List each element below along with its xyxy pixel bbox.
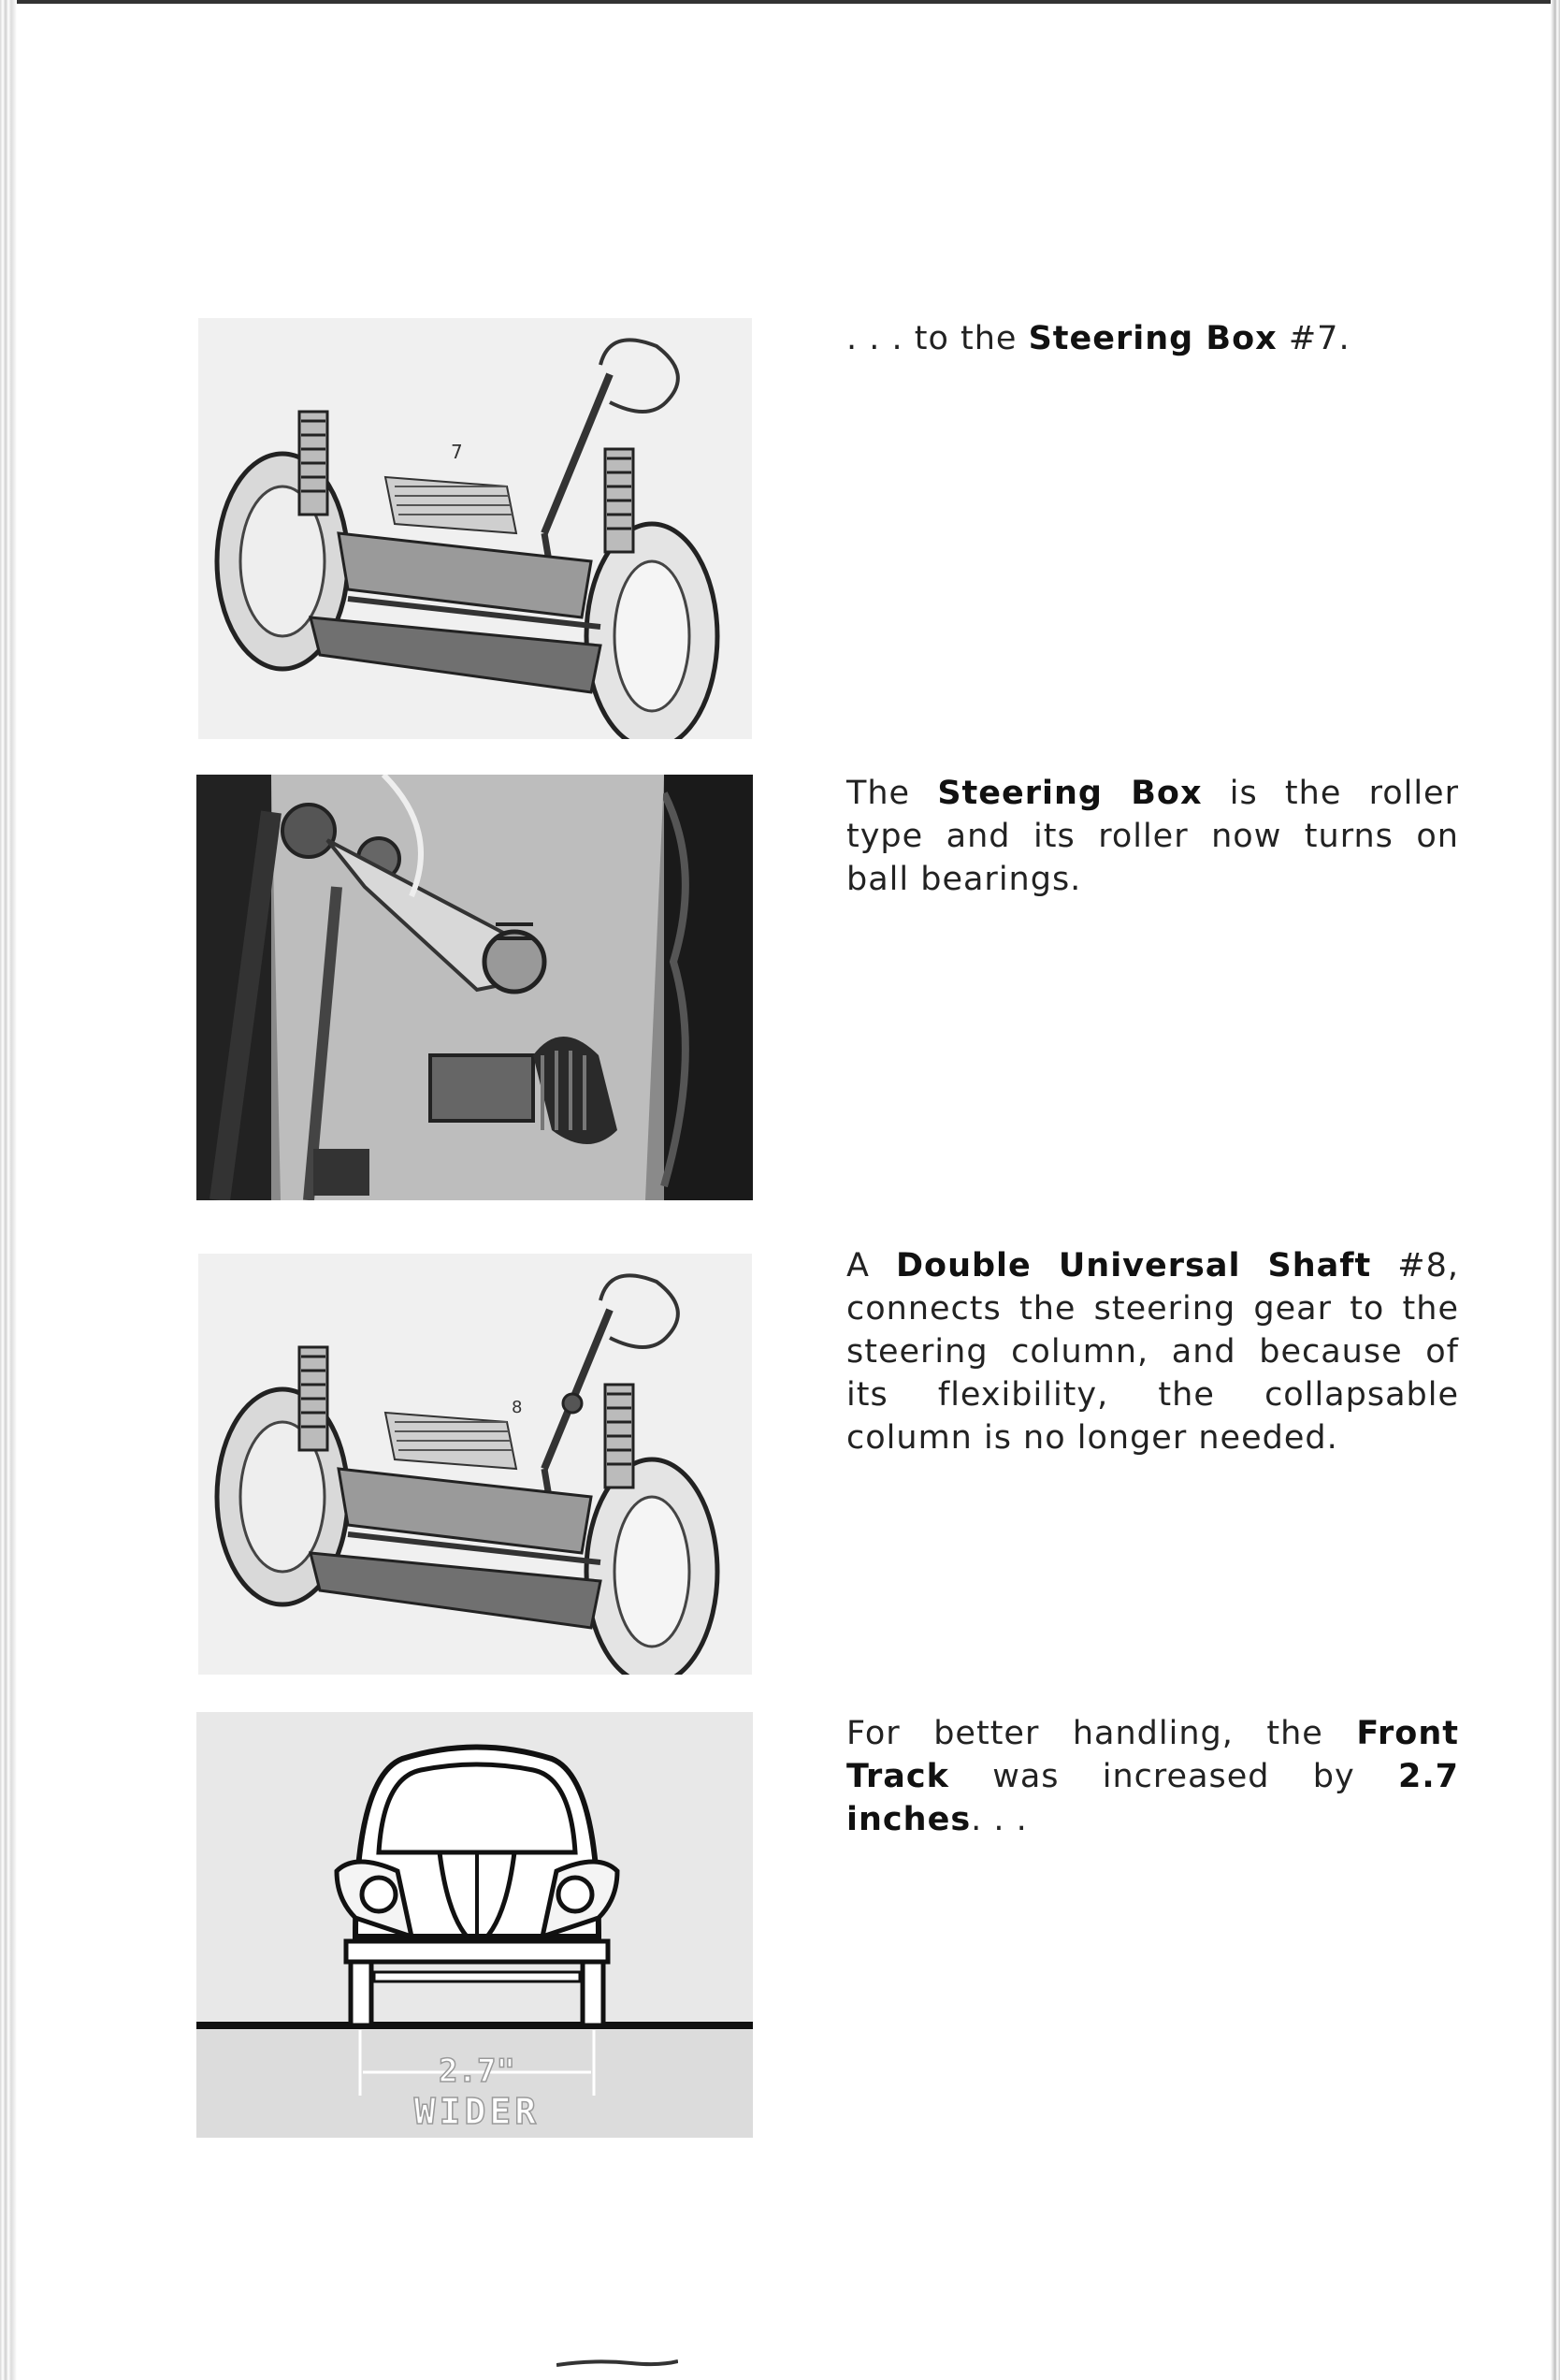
caption-2-bold: Steering Box <box>937 775 1203 812</box>
front-axle-photo-steering-box <box>198 318 752 739</box>
callout-7: 7 <box>451 441 463 463</box>
front-axle-illustration <box>198 318 752 739</box>
caption-double-universal-shaft <box>846 1244 1459 1459</box>
caption-4-bold-measure: 2.7 inches <box>846 1758 1459 1838</box>
caption-steering-box <box>846 317 1459 360</box>
caption-3-text-end: #8, connects the steering gear to the steering column, and because of its flexibility, the collapsable column is no longer needed. <box>846 1247 1459 1457</box>
caption-front-track <box>846 1712 1459 1841</box>
caption-2-text: The <box>846 775 938 812</box>
caption-1-text: . . . to the <box>846 320 1029 357</box>
footer-ornament <box>556 2358 678 2371</box>
dimension-value: 2.7" <box>439 2053 515 2090</box>
caption-4-text-mid: was increased by <box>948 1758 1398 1795</box>
steering-box-illustration <box>196 775 753 1200</box>
page-top-edge <box>0 0 1560 4</box>
caption-3-text: A <box>846 1247 896 1284</box>
caption-4-text: For better handling, the <box>846 1715 1357 1752</box>
caption-1-text-end: #7. <box>1277 320 1351 357</box>
front-track-diagram <box>196 1712 753 2138</box>
caption-2-text-end: is the roller type and its roller now turns on ball bearings. <box>846 775 1459 898</box>
front-axle-photo-universal-shaft <box>198 1254 752 1675</box>
caption-steering-box-roller <box>846 772 1459 901</box>
caption-4-bold: Front Track <box>846 1715 1459 1795</box>
steering-box-closeup-photo <box>196 775 753 1200</box>
callout-8: 8 <box>512 1398 523 1417</box>
page-binding-edge <box>0 0 17 2380</box>
car-front-view-illustration <box>196 1712 753 2138</box>
universal-shaft-illustration <box>198 1254 752 1675</box>
page-right-edge <box>1551 0 1560 2380</box>
caption-3-bold: Double Universal Shaft <box>895 1247 1372 1284</box>
dimension-label: WIDER <box>413 2091 541 2132</box>
caption-4-text-end: . . . <box>971 1801 1028 1838</box>
caption-1-bold: Steering Box <box>1028 320 1278 357</box>
